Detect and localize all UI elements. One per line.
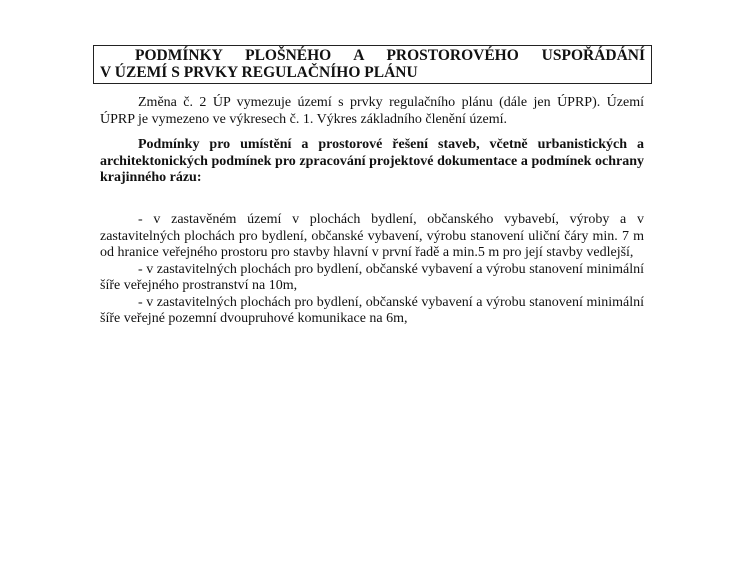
conditions-heading: Podmínky pro umístění a prostorové řešení staveb, včetně urbanistických a architektonických podmínek pro zpracování projektové dokumentace a podmínek ochrany krajinného rázu:: [100, 137, 644, 185]
list-item: - v zastavitelných plochách pro bydlení, občanské vybavení a výrobu stanovení minimální šíře veřejné pozemní dvoupruhové komunikace na 6m,: [100, 294, 644, 326]
list-item: - v zastavitelných plochách pro bydlení, občanské vybavení a výrobu stanovení minimální šíře veřejného prostranství na 10m,: [100, 261, 644, 293]
section-heading-line-2: V ÚZEMÍ S PRVKY REGULAČNÍHO PLÁNU: [100, 64, 418, 81]
section-heading-box: [93, 45, 652, 84]
section-heading-line-1: PODMÍNKY PLOŠNÉHO A PROSTOROVÉHO USPOŘÁDÁNÍ: [135, 47, 645, 64]
intro-paragraph: Změna č. 2 ÚP vymezuje území s prvky regulačního plánu (dále jen ÚPRP). Území ÚPRP je vymezeno ve výkresech č. 1. Výkres základního členění území.: [100, 95, 644, 127]
list-item: - v zastavěném území v plochách bydlení, občanského vybavebí, výroby a v zastavitelných plochách pro bydlení, občanské vybavení, výrobu stanovení uliční čáry min. 7 m od hranice veřejného prostoru pro stavby hlavní v první řadě a min.5 m pro její stavby vedlejší,: [100, 212, 644, 260]
conditions-list: [100, 212, 644, 328]
